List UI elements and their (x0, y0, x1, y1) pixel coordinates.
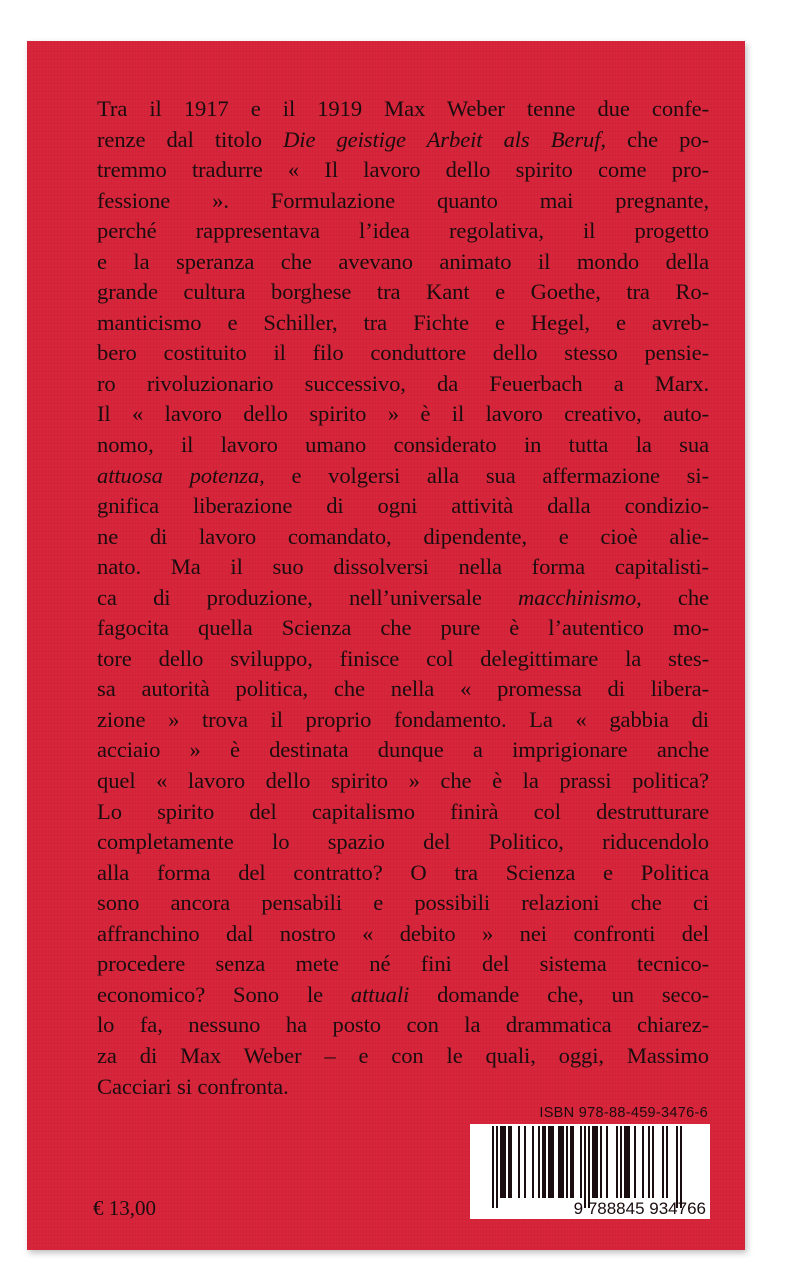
barcode-graphic (470, 1124, 710, 1219)
blurb-line (97, 247, 709, 278)
blurb-italic-text: attuosa potenza, (97, 462, 265, 488)
blurb-line (97, 583, 709, 614)
blurb-line (97, 552, 709, 583)
isbn-label: ISBN 978-88-459-3476-6 (539, 1105, 708, 1121)
barcode-digits: 9 788845 934766 (573, 1199, 706, 1218)
barcode-bar (518, 1126, 520, 1198)
barcode-bar (538, 1126, 540, 1198)
blurb-line (97, 919, 709, 950)
blurb-text: che po- (605, 126, 709, 152)
barcode-bar (562, 1126, 564, 1198)
blurb-text: Lo spirito del capitalismo finirà col destrutturare (97, 798, 709, 824)
barcode-bar (662, 1126, 664, 1198)
barcode-bar (560, 1126, 562, 1198)
barcode-bar (606, 1126, 608, 1198)
barcode-bar (680, 1126, 682, 1208)
barcode-bar (508, 1126, 510, 1198)
barcode-bar (616, 1126, 618, 1198)
blurb-line (97, 644, 709, 675)
blurb-line (97, 705, 709, 736)
blurb-text: procedere senza mete né fini del sistema tecnico- (97, 951, 709, 977)
blurb-text: acciaio » è destinata dunque a imprigionare anche (97, 737, 709, 763)
blurb-text: za di Max Weber – e con le quali, oggi, Massimo (97, 1042, 709, 1068)
blurb-italic-text: macchinismo, (518, 584, 642, 610)
blurb-line (97, 308, 709, 339)
blurb-text: renze dal titolo (97, 126, 284, 152)
blurb-line (97, 797, 709, 828)
blurb-line (97, 277, 709, 308)
blurb-line (97, 369, 709, 400)
blurb-text: grande cultura borghese tra Kant e Goethe, tra Ro- (97, 279, 709, 305)
blurb-text: lo fa, nessuno ha posto con la drammatica chiarez- (97, 1012, 709, 1038)
barcode-bar (532, 1126, 534, 1198)
blurb-text: domande che, un seco- (409, 981, 709, 1007)
barcode-bar (570, 1126, 572, 1198)
blurb-line (97, 338, 709, 369)
barcode-bar (588, 1126, 590, 1208)
blurb-text: economico? Sono le (97, 981, 351, 1007)
barcode-bar (524, 1126, 526, 1198)
barcode-bar (548, 1126, 550, 1198)
barcode-bar (550, 1126, 552, 1198)
blurb-text: ca di produzione, nell’universale (97, 584, 519, 610)
blurb-line (97, 94, 709, 125)
blurb-line (97, 888, 709, 919)
barcode-bar (552, 1126, 554, 1198)
blurb-line (97, 735, 709, 766)
barcode-bar (580, 1126, 582, 1198)
blurb-line (97, 949, 709, 980)
blurb-text: fessione ». Formulazione quanto mai pregnante, (97, 187, 709, 213)
blurb-text: Il « lavoro dello spirito » è il lavoro creativo, auto- (97, 401, 709, 427)
blurb-text: sa autorità politica, che nella « promessa di libera- (97, 676, 709, 702)
barcode-bar (624, 1126, 626, 1198)
blurb-line (97, 1072, 709, 1103)
blurb-line (97, 674, 709, 705)
barcode-bar (652, 1126, 654, 1198)
blurb-text: Tra il 1917 e il 1919 Max Weber tenne due confe- (97, 96, 709, 121)
blurb-text: sono ancora pensabili e possibili relazioni che ci (97, 890, 709, 916)
blurb-line (97, 125, 709, 156)
barcode-bar (642, 1126, 644, 1198)
barcode-bar (628, 1126, 630, 1198)
blurb-italic-text: attuali (350, 981, 410, 1007)
blurb-text: alla forma del contratto? O tra Scienza e Politica (97, 859, 709, 885)
blurb-text: nomo, il lavoro umano considerato in tutta la sua (97, 432, 709, 458)
blurb-text: perché rappresentava l’idea regolativa, il progetto (97, 218, 709, 244)
blurb-text: Cacciari si confronta. (97, 1073, 289, 1099)
barcode (470, 1124, 710, 1219)
barcode-bar (500, 1126, 502, 1198)
price-label: € 13,00 (93, 1196, 156, 1220)
blurb-text: e volgersi alla sua affermazione si- (264, 462, 709, 488)
blurb-text: gnifica liberazione di ogni attività dalla condizio- (97, 493, 709, 519)
blurb-text: tore dello sviluppo, finisce col delegittimare la stes- (97, 645, 709, 671)
blurb-line (97, 980, 709, 1011)
barcode-bar (572, 1126, 574, 1198)
barcode-bar (542, 1126, 544, 1198)
barcode-bar (496, 1126, 498, 1208)
blurb-line (97, 613, 709, 644)
blurb-line (97, 766, 709, 797)
blurb-text: che (641, 584, 709, 610)
barcode-bar (492, 1126, 494, 1208)
barcode-bar (592, 1126, 594, 1198)
barcode-bar (596, 1126, 598, 1198)
blurb-text: affranchino dal nostro « debito » nei confronti del (97, 920, 709, 946)
blurb-line (97, 186, 709, 217)
blurb-line (97, 1010, 709, 1041)
blurb-line (97, 522, 709, 553)
blurb-text: ro rivoluzionario successivo, da Feuerbach a Marx. (97, 370, 709, 396)
blurb-text: quel « lavoro dello spirito » che è la prassi politica? (97, 768, 709, 794)
blurb-text: ne di lavoro comandato, dipendente, e cioè alie- (97, 523, 709, 549)
blurb-line (97, 399, 709, 430)
barcode-bar (620, 1126, 622, 1198)
barcode-bar (676, 1126, 678, 1208)
blurb-text: fagocita quella Scienza che pure è l’autentico mo- (97, 615, 709, 641)
barcode-bar (666, 1126, 668, 1198)
blurb-line (97, 461, 709, 492)
barcode-bar (510, 1126, 512, 1198)
blurb-line (97, 1041, 709, 1072)
barcode-bar (504, 1126, 506, 1198)
blurb-text: zione » trova il proprio fondamento. La « gabbia di (97, 706, 709, 732)
blurb-text: completamente lo spazio del Politico, riducendolo (97, 829, 709, 855)
barcode-bar (634, 1126, 636, 1198)
barcode-bar (594, 1126, 596, 1198)
blurb-line (97, 216, 709, 247)
blurb-text: bero costituito il filo conduttore dello stesso pensie- (97, 340, 709, 366)
barcode-bar (558, 1126, 560, 1198)
blurb-line (97, 430, 709, 461)
blurb-text: nato. Ma il suo dissolversi nella forma capitalisti- (97, 554, 709, 580)
barcode-bar (544, 1126, 546, 1198)
blurb-line (97, 491, 709, 522)
barcode-bar (566, 1126, 568, 1198)
barcode-bar (626, 1126, 628, 1198)
blurb-text: tremmo tradurre « Il lavoro dello spirito come pro- (97, 157, 709, 183)
back-cover-blurb (97, 94, 709, 1102)
barcode-bar (502, 1126, 504, 1198)
barcode-bar (584, 1126, 586, 1208)
blurb-line (97, 155, 709, 186)
blurb-line (97, 858, 709, 889)
blurb-italic-text: Die geistige Arbeit als Beruf, (283, 126, 606, 152)
blurb-text: manticismo e Schiller, tra Fichte e Hegel, e avreb- (97, 309, 709, 335)
barcode-bar (600, 1126, 602, 1198)
barcode-bar (648, 1126, 650, 1198)
blurb-text: e la speranza che avevano animato il mondo della (97, 248, 709, 274)
blurb-line (97, 827, 709, 858)
